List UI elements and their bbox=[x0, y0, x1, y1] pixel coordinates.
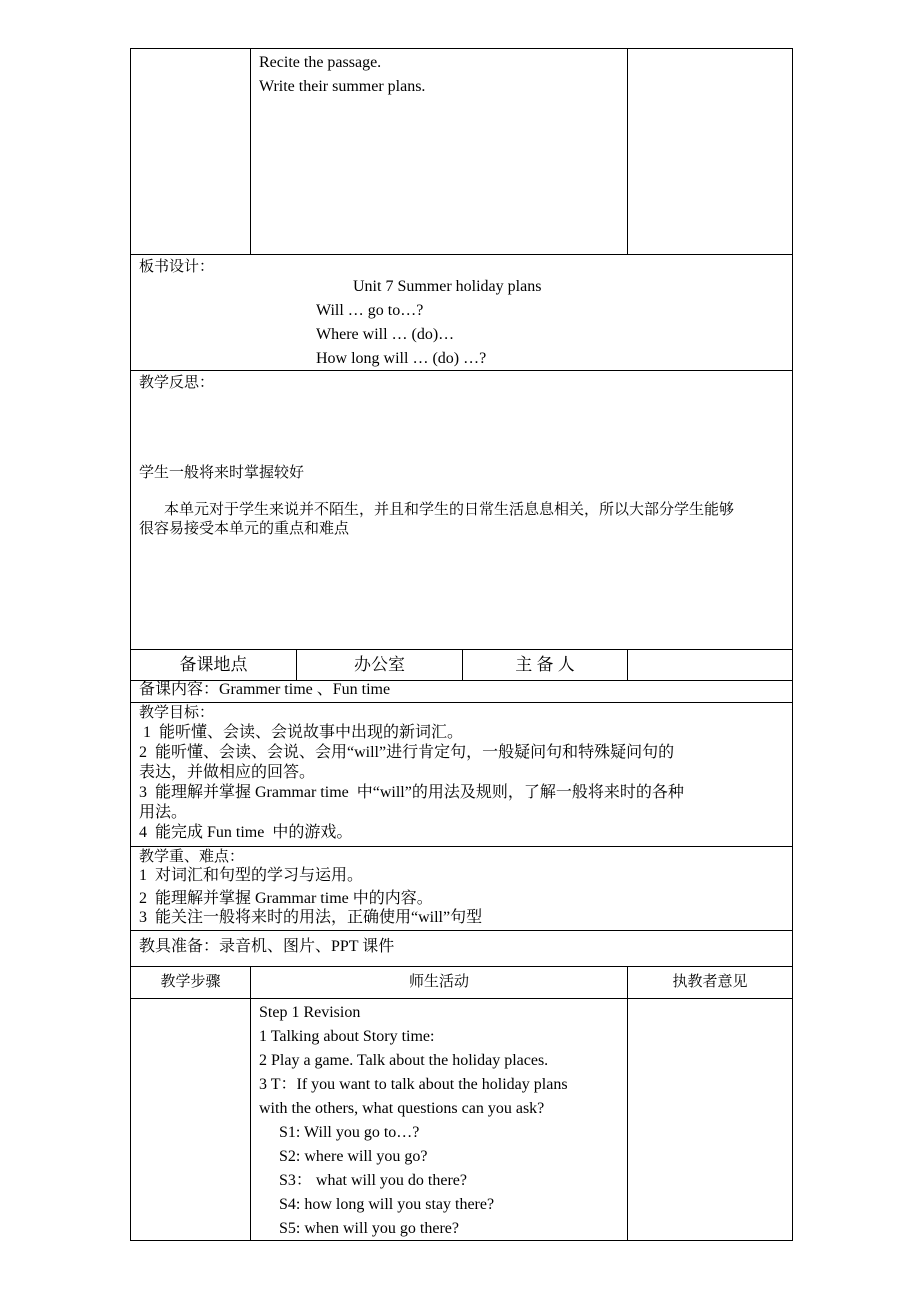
step-line: S5: when will you go there? bbox=[279, 1220, 459, 1237]
board-line: Where will … (do)… bbox=[316, 326, 455, 343]
key-point-line: 3 能关注一般将来时的用法，正确使用“will”句型 bbox=[139, 909, 483, 926]
step-line: S2: where will you go? bbox=[279, 1148, 428, 1165]
step-line: 3 T：If you want to talk about the holiday plans bbox=[259, 1076, 568, 1093]
reflection-text: 学生一般将来时掌握较好 bbox=[139, 465, 305, 481]
key-points-label: 教学重、难点： bbox=[139, 849, 245, 865]
key-point-line: 1 对词汇和句型的学习与运用。 bbox=[139, 867, 364, 884]
cell-activities bbox=[250, 48, 628, 255]
step-line: 2 Play a game. Talk about the holiday places. bbox=[259, 1052, 549, 1069]
header-opinion: 执教者意见 bbox=[627, 966, 793, 999]
board-line: How long will … (do) …? bbox=[316, 350, 487, 367]
board-design-label: 板书设计： bbox=[139, 259, 215, 275]
activity-line: Write their summer plans. bbox=[259, 78, 426, 95]
key-points-section bbox=[130, 846, 793, 931]
step-line: S3： what will you do there? bbox=[279, 1172, 467, 1189]
prep-place-value: 办公室 bbox=[296, 649, 463, 681]
step-line: S1: Will you go to…? bbox=[279, 1124, 420, 1141]
step-line: Step 1 Revision bbox=[259, 1004, 361, 1021]
step-line: S4: how long will you stay there? bbox=[279, 1196, 495, 1213]
prep-host-label: 主 备 人 bbox=[462, 649, 628, 681]
cell-step-empty bbox=[130, 998, 251, 1241]
board-line: Will … go to…? bbox=[316, 302, 424, 319]
goal-line: 2 能听懂、会读、会说、会用“will”进行肯定句，一般疑问句和特殊疑问句的 bbox=[139, 744, 675, 761]
teaching-tools: 教具准备：录音机、图片、PPT 课件 bbox=[139, 938, 395, 955]
goal-line: 4 能完成 Fun time 中的游戏。 bbox=[139, 824, 353, 841]
header-steps: 教学步骤 bbox=[130, 966, 251, 999]
cell-step-empty bbox=[130, 48, 251, 255]
goals-label: 教学目标： bbox=[139, 705, 215, 721]
goal-line: 1 能听懂、会读、会说故事中出现的新词汇。 bbox=[139, 724, 464, 741]
cell-opinion-empty bbox=[627, 48, 793, 255]
goal-line: 表达，并做相应的回答。 bbox=[139, 764, 316, 781]
board-design-section bbox=[130, 254, 793, 371]
cell-opinion-empty bbox=[627, 998, 793, 1241]
tools-row bbox=[130, 930, 793, 967]
content-row bbox=[130, 680, 793, 703]
prep-content: 备课内容：Grammer time 、Fun time bbox=[139, 681, 391, 698]
board-title: Unit 7 Summer holiday plans bbox=[353, 278, 542, 295]
activity-line: Recite the passage. bbox=[259, 54, 382, 71]
prep-host-value bbox=[627, 649, 793, 681]
header-activities: 师生活动 bbox=[250, 966, 628, 999]
cell-step1-activities bbox=[250, 998, 628, 1241]
reflection-text: 本单元对于学生来说并不陌生，并且和学生的日常生活息息相关，所以大部分学生能够 bbox=[164, 502, 735, 518]
goal-line: 用法。 bbox=[139, 804, 188, 821]
reflection-text: 很容易接受本单元的重点和难点 bbox=[139, 521, 350, 537]
goals-section bbox=[130, 702, 793, 847]
reflection-section bbox=[130, 370, 793, 650]
goal-line: 3 能理解并掌握 Grammar time 中“will”的用法及规则，了解一般将来时的各种 bbox=[139, 784, 684, 801]
step-line: 1 Talking about Story time: bbox=[259, 1028, 435, 1045]
reflection-label: 教学反思： bbox=[139, 375, 215, 391]
step-line: with the others, what questions can you ask? bbox=[259, 1100, 545, 1117]
key-point-line: 2 能理解并掌握 Grammar time 中的内容。 bbox=[139, 890, 433, 907]
prep-place-label: 备课地点 bbox=[130, 649, 297, 681]
